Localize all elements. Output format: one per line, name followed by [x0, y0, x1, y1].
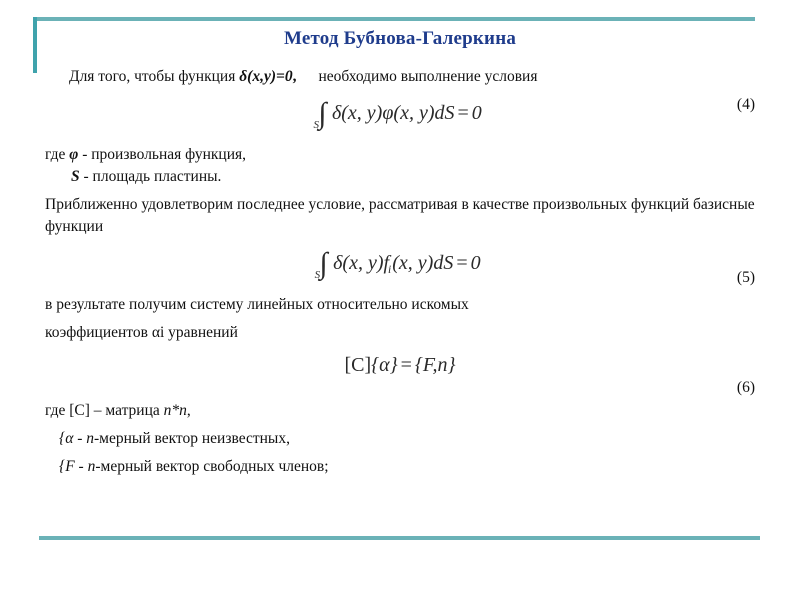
symbol-alpha: α [151, 324, 160, 341]
delta-function-label: δ(x,y)=0 [239, 68, 293, 85]
symbol-delta: δ [331, 102, 342, 124]
dimension-n: n [87, 458, 96, 475]
paragraph-f-definition [45, 456, 755, 478]
matrix-c: [C] [344, 354, 372, 376]
integral-limit: S [313, 119, 319, 131]
accent-rule-top [33, 17, 755, 21]
alpha-index: i [159, 324, 165, 341]
text-segment: где [45, 146, 70, 163]
text-segment: -мерный вектор неизвестных, [94, 430, 290, 447]
equals-sign: = [456, 252, 468, 274]
paragraph-result-line2 [45, 322, 755, 344]
paragraph-s-definition [45, 166, 755, 188]
integral-sign-icon: ∫ [318, 97, 327, 130]
text-segment: , [186, 402, 191, 419]
symbol-s: S [71, 168, 80, 185]
text-segment: - [73, 430, 87, 447]
text-segment: -мерный вектор свободных членов; [95, 458, 329, 475]
equals-sign: = [400, 354, 412, 376]
vector-alpha: {α} [371, 354, 398, 376]
args: (x, y) [392, 252, 434, 274]
paragraph-approximation: Приближенно удовлетворим последнее условие, рассматривая в качестве произвольных функций базисные функции [45, 196, 755, 235]
integral-limit: S [314, 269, 321, 281]
integral-sign-icon: ∫ [319, 247, 328, 280]
vector-f-label: {F [59, 458, 75, 475]
text-segment: - произвольная функция, [78, 146, 247, 163]
text-segment: необходимо выполнение условия [318, 68, 538, 85]
equation-number-4: (4) [736, 96, 755, 113]
paragraph-condition-intro [45, 66, 755, 88]
symbol-delta: δ [333, 252, 343, 274]
text-segment: уравнений [164, 324, 238, 341]
dimension-n: n [86, 430, 95, 447]
spacer [45, 238, 755, 248]
formula-4 [45, 97, 755, 131]
args: (x, y) [393, 102, 435, 124]
matrix-dimensions: n*n [163, 402, 187, 419]
text-segment: , [292, 68, 297, 85]
paragraph-alpha-definition [45, 428, 755, 450]
differential: dS [433, 252, 454, 274]
text-segment: - [74, 458, 88, 475]
spacer [45, 88, 755, 98]
symbol-phi: φ [382, 102, 394, 124]
formula-5 [45, 247, 755, 281]
formula-row-4 [45, 98, 755, 144]
equation-number-5: (5) [736, 269, 755, 286]
paragraph-matrix-definition [45, 400, 755, 422]
text-segment: Для того, чтобы функция [69, 68, 240, 85]
rhs-value: 0 [471, 102, 482, 124]
formula-6 [45, 354, 755, 377]
text-segment: - площадь пластины. [79, 168, 222, 185]
text-segment: где [C] – матрица [45, 402, 164, 419]
vector-f: {F,n} [414, 354, 456, 376]
paragraph-phi-definition [45, 144, 755, 166]
symbol-basis-function: f [383, 252, 390, 274]
basis-function-index: i [388, 264, 392, 276]
slide-body [45, 66, 755, 478]
vector-alpha-label: {α [59, 430, 74, 447]
page-title: Метод Бубнова-Галеркина [283, 28, 517, 49]
spacer [45, 344, 755, 354]
text-segment: коэффициентов [45, 324, 152, 341]
formula-row-6 [45, 354, 755, 400]
rhs-value: 0 [470, 252, 481, 274]
formula-row-5 [45, 248, 755, 294]
equals-sign: = [457, 102, 469, 124]
args: (x, y) [342, 252, 384, 274]
paragraph-result-line1: в результате получим систему линейных относительно искомых [45, 296, 469, 313]
differential: dS [434, 102, 455, 124]
equation-number-6: (6) [736, 379, 755, 396]
args: (x, y) [341, 102, 383, 124]
accent-rule-bottom [39, 536, 760, 540]
symbol-phi: φ [69, 146, 79, 163]
